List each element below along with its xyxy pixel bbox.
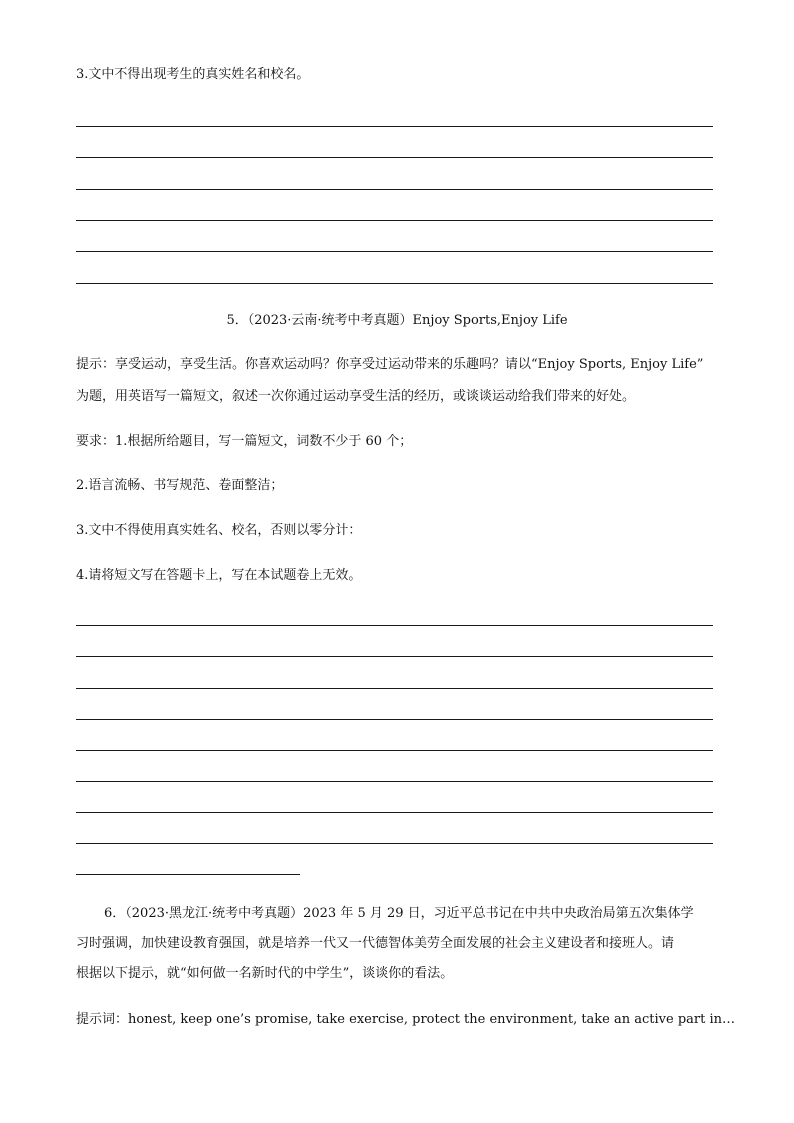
answer-line (76, 781, 713, 782)
q5-hint-line-2: 为题，用英语写一篇短文，叙述一次你通过运动享受生活的经历，或谈谈运动给我们带来的好处。 (76, 389, 636, 404)
answer-line (76, 189, 713, 190)
q6-keywords: 提示词：honest, keep one’s promise, take exercise, protect the environment, take an active part in… (76, 1012, 736, 1027)
q5-requirement-2: 2.语言流畅、书写规范、卷面整洁； (76, 478, 284, 493)
q5-requirement-3: 3.文中不得使用真实姓名、校名，否则以零分计： (76, 523, 362, 538)
answer-line (76, 688, 713, 689)
q5-hint-line-1: 提示：享受运动，享受生活。你喜欢运动吗？你享受过运动带来的乐趣吗？请以“Enjoy Sports, Enjoy Life” (76, 357, 704, 372)
q5-requirement-1: 要求：1.根据所给题目，写一篇短文，词数不少于 60 个； (76, 434, 413, 449)
q4-requirement-3: 3.文中不得出现考生的真实姓名和校名。 (76, 67, 310, 82)
q5-requirement-4: 4.请将短文写在答题卡上，写在本试题卷上无效。 (76, 568, 362, 583)
answer-line (76, 656, 713, 657)
answer-line (76, 157, 713, 158)
answer-line (76, 719, 713, 720)
answer-line (76, 843, 713, 844)
q6-line-3: 根据以下提示，就“如何做一名新时代的中学生”，谈谈你的看法。 (76, 966, 454, 981)
answer-line (76, 220, 713, 221)
answer-line (76, 126, 713, 127)
answer-line (76, 283, 713, 284)
answer-line (76, 750, 713, 751)
answer-line (76, 625, 713, 626)
q6-line-1: 6．（2023·黑龙江·统考中考真题）2023 年 5 月 29 日，习近平总书记在中共中央政治局第五次集体学 (104, 906, 694, 921)
answer-line (76, 812, 713, 813)
q6-line-2: 习时强调，加快建设教育强国，就是培养一代又一代德智体美劳全面发展的社会主义建设者和接班人。请 (76, 936, 675, 951)
answer-line (76, 251, 713, 252)
answer-line-short (76, 874, 300, 875)
q5-title: 5．（2023·云南·统考中考真题）Enjoy Sports,Enjoy Life (226, 313, 568, 328)
